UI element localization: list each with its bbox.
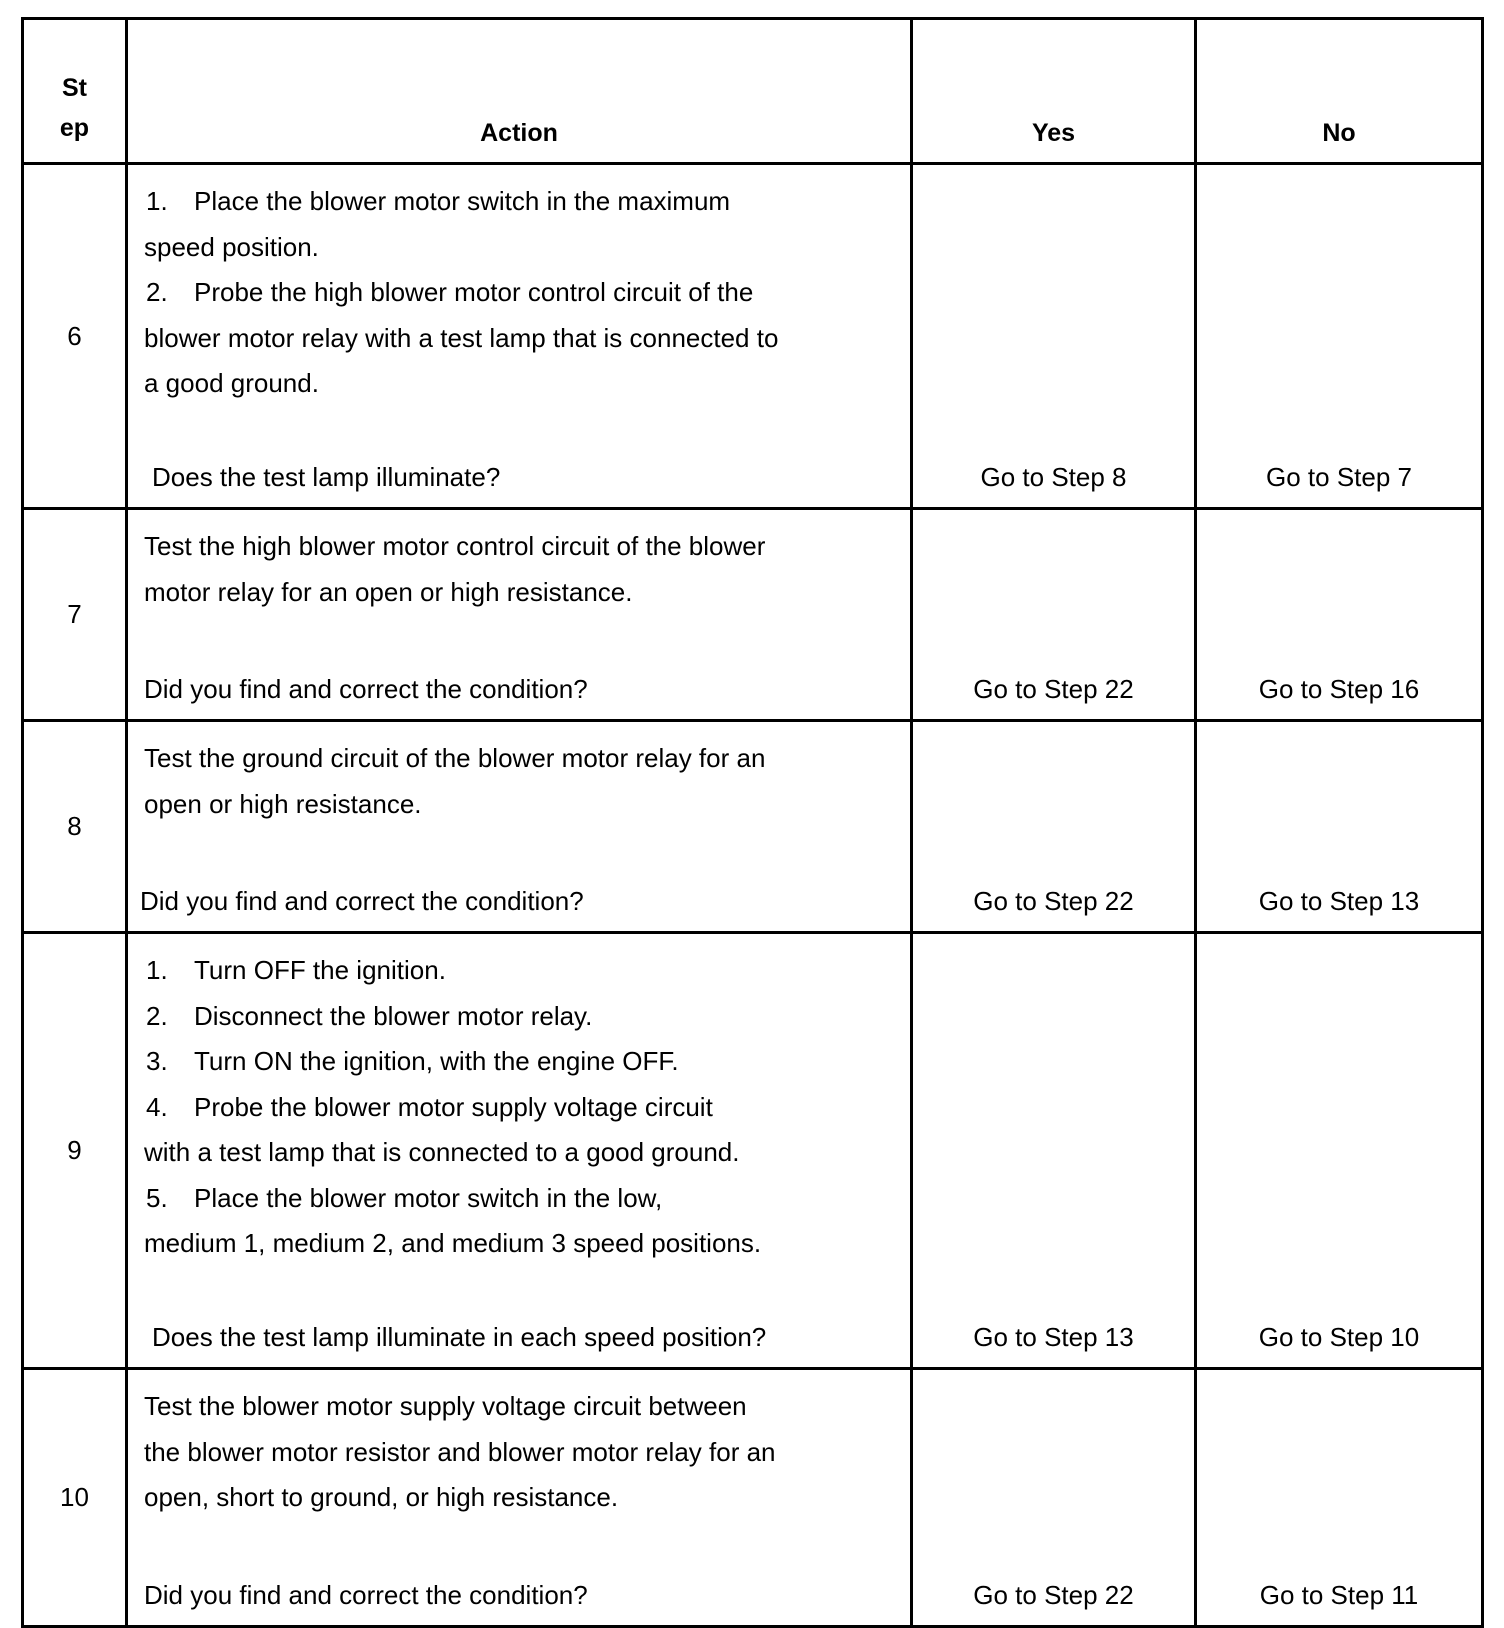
no-cell: Go to Step 13 [1196, 721, 1483, 933]
action-text: Test the high blower motor control circuit of the blower [144, 531, 766, 561]
item-text-cont: speed position. [144, 231, 319, 262]
action-text: open, short to ground, or high resistance. [144, 1482, 619, 1512]
yes-cell: Go to Step 13 [912, 933, 1196, 1369]
header-row [23, 19, 1483, 164]
header-no: No [1196, 19, 1483, 164]
step-number: 9 [23, 933, 127, 1369]
no-cell: Go to Step 7 [1196, 164, 1483, 509]
action-cell [127, 509, 912, 721]
no-cell: Go to Step 11 [1196, 1369, 1483, 1627]
header-step-line1: St [62, 74, 87, 102]
action-question: Does the test lamp illuminate? [152, 462, 501, 492]
action-text: Test the ground circuit of the blower motor relay for an [144, 743, 766, 773]
no-cell: Go to Step 10 [1196, 933, 1483, 1369]
step-number: 6 [23, 164, 127, 509]
no-cell: Go to Step 16 [1196, 509, 1483, 721]
item-number: 2. [146, 277, 168, 307]
item-text: Turn OFF the ignition. [194, 955, 446, 985]
item-text: Probe the high blower motor control circuit of the [194, 277, 754, 307]
table-row [23, 1369, 1483, 1627]
action-cell [127, 1369, 912, 1627]
table-row [23, 509, 1483, 721]
yes-cell: Go to Step 22 [912, 721, 1196, 933]
action-question: Does the test lamp illuminate in each speed position? [152, 1322, 767, 1352]
item-number: 1. [146, 955, 168, 985]
action-question: Did you find and correct the condition? [144, 1580, 588, 1610]
item-text: Turn ON the ignition, with the engine OFF. [194, 1046, 679, 1076]
step-number: 8 [23, 721, 127, 933]
yes-cell: Go to Step 22 [912, 1369, 1196, 1627]
action-text: the blower motor resistor and blower motor relay for an [144, 1436, 776, 1467]
item-text-cont: a good ground. [144, 368, 319, 398]
action-cell [127, 164, 912, 509]
step-number: 10 [23, 1369, 127, 1627]
header-step-line2: ep [59, 114, 90, 142]
item-text-cont: blower motor relay with a test lamp that is connected to [144, 322, 779, 353]
action-cell [127, 933, 912, 1369]
yes-cell: Go to Step 8 [912, 164, 1196, 509]
step-number: 7 [23, 509, 127, 721]
table-row [23, 164, 1483, 509]
item-number: 4. [146, 1091, 168, 1122]
action-cell [127, 721, 912, 933]
action-text: motor relay for an open or high resistance. [144, 576, 633, 607]
table-row [23, 721, 1483, 933]
action-question: Did you find and correct the condition? [144, 674, 588, 704]
item-text: Place the blower motor switch in the low, [194, 1182, 663, 1213]
action-text: open or high resistance. [144, 788, 422, 819]
item-number: 5. [146, 1182, 168, 1213]
item-text-cont: medium 1, medium 2, and medium 3 speed positions. [144, 1228, 762, 1258]
item-text: Disconnect the blower motor relay. [194, 1000, 593, 1031]
item-number: 1. [146, 186, 168, 216]
item-number: 2. [146, 1000, 168, 1031]
action-question: Did you find and correct the condition? [140, 886, 584, 916]
table-row [23, 933, 1483, 1369]
header-step [23, 19, 127, 164]
header-yes: Yes [912, 19, 1196, 164]
header-action: Action [127, 19, 912, 164]
action-text: Test the blower motor supply voltage circuit between [144, 1391, 747, 1421]
diagnostic-table [21, 17, 1484, 1628]
item-text: Probe the blower motor supply voltage circuit [194, 1091, 713, 1122]
item-text: Place the blower motor switch in the maximum [194, 186, 731, 216]
item-number: 3. [146, 1046, 168, 1076]
yes-cell: Go to Step 22 [912, 509, 1196, 721]
item-text-cont: with a test lamp that is connected to a good ground. [144, 1137, 740, 1167]
